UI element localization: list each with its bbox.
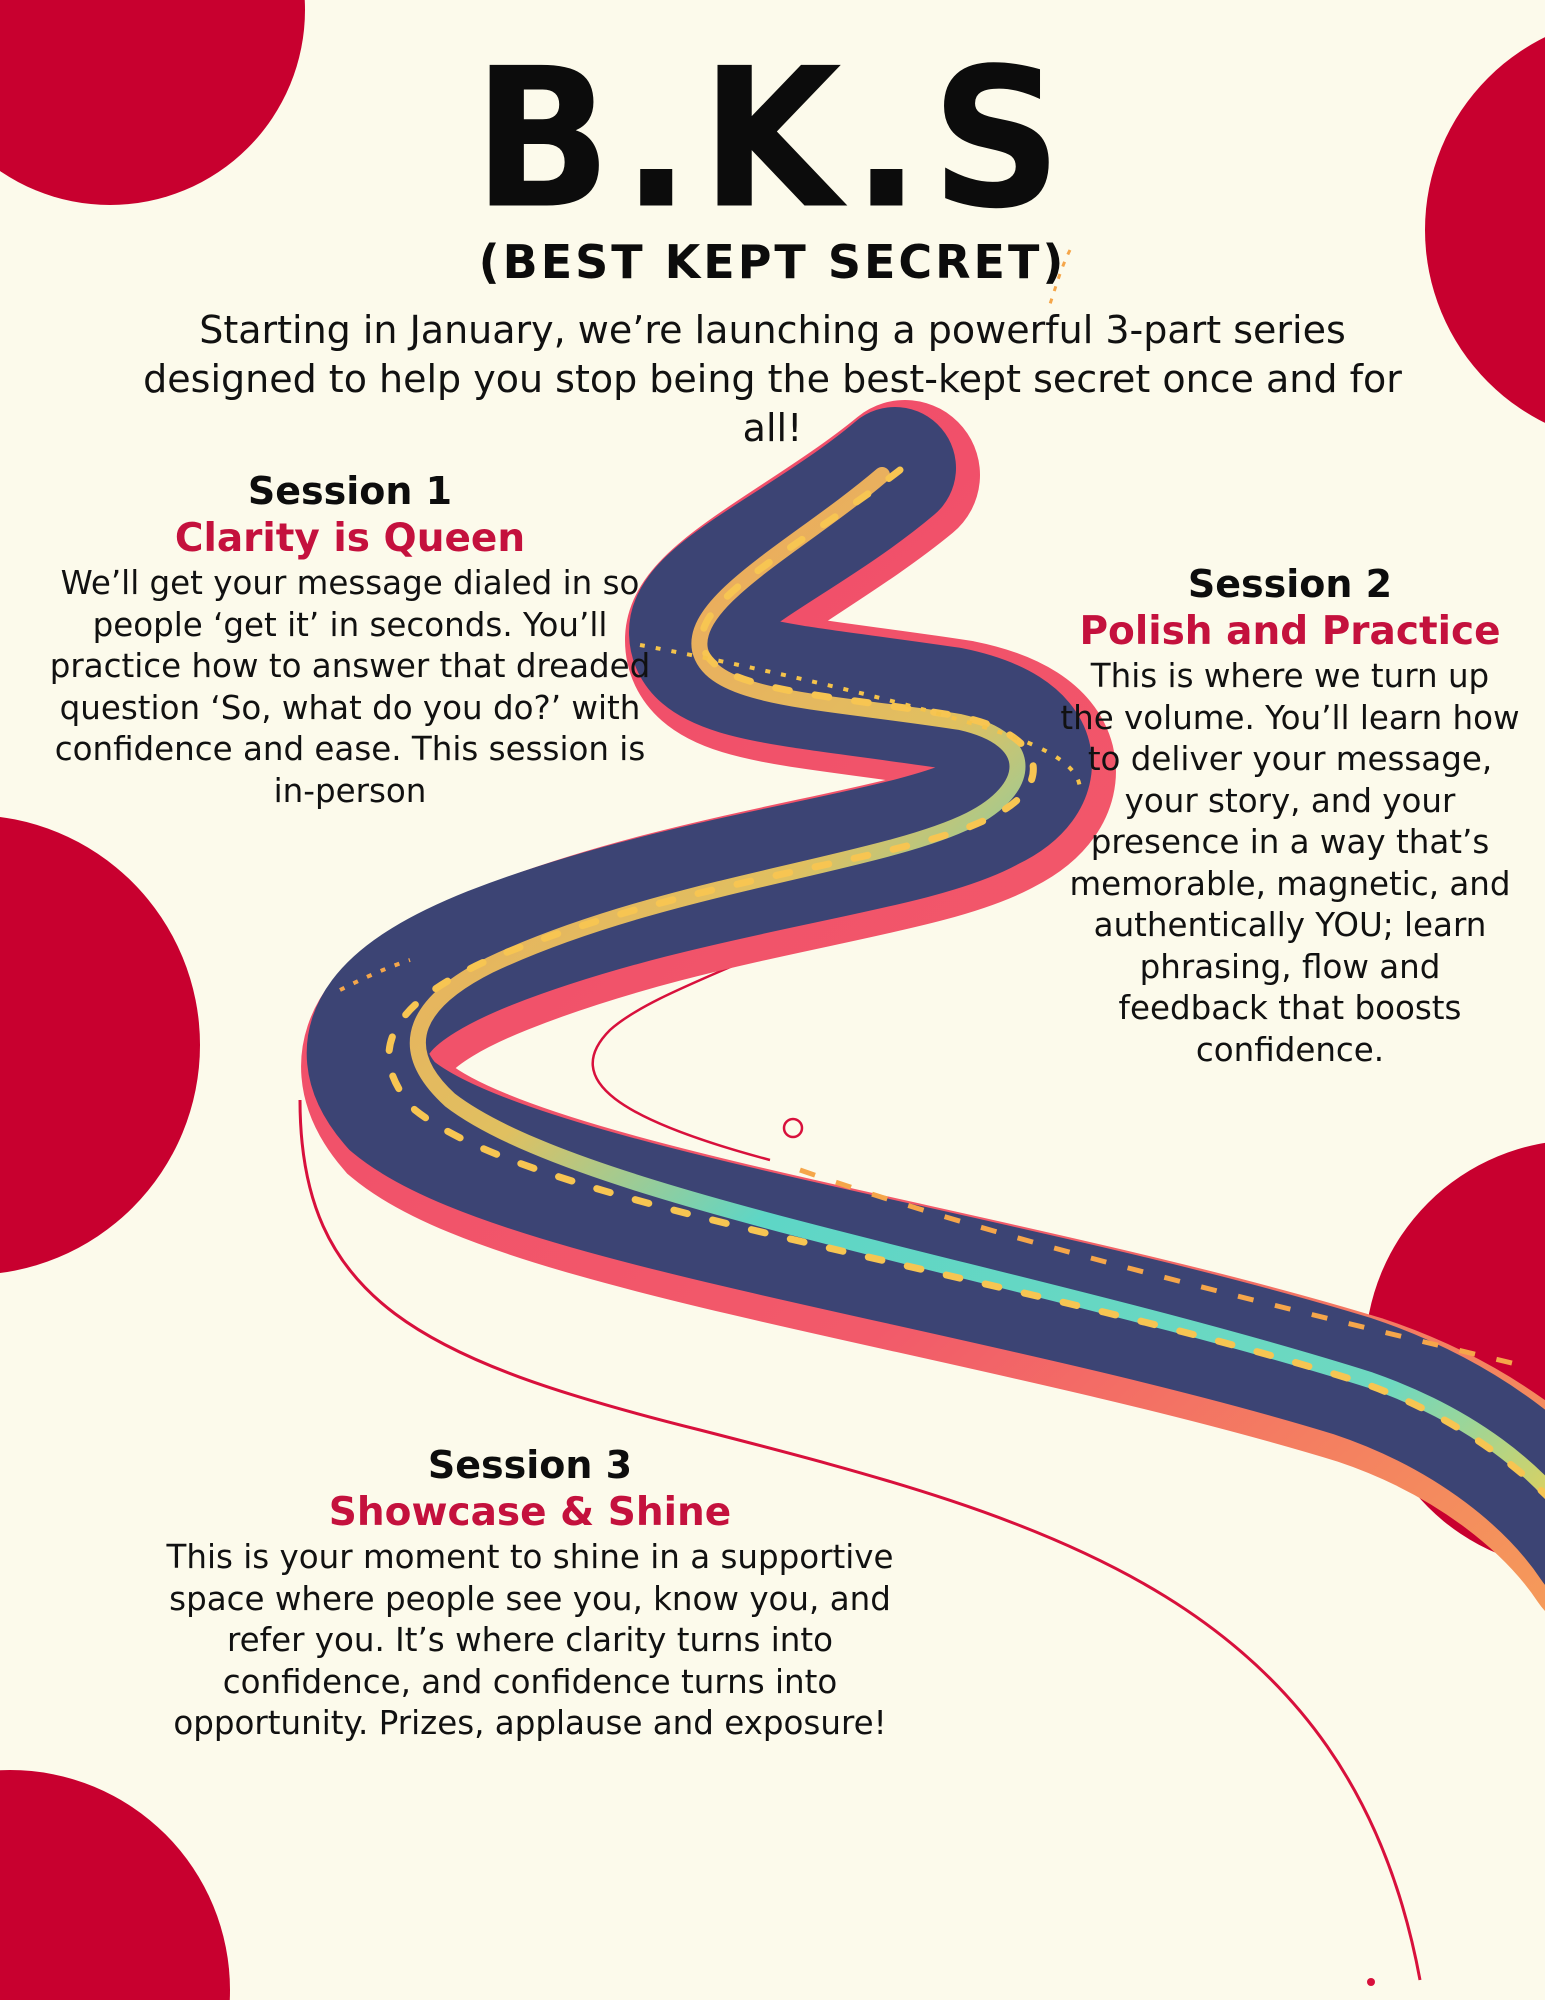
session-3-title: Showcase & Shine <box>328 1490 732 1535</box>
session-2-description: This is where we turn up the volume. You’ll learn how to deliver your message, your story, and your presence in a way that’s memorable, magnetic, and authentically YOU; learn phrasing, flow and feedback that boosts confidence. <box>1060 657 1520 1069</box>
session-3-number: Session 3 <box>427 1443 633 1487</box>
session-1-title: Clarity is Queen <box>174 516 526 561</box>
session-1-description: We’ll get your message dialed in so people ‘get it’ in seconds. You’ll practice how to answer that dreaded question ‘So, what do you do?’ with confidence and ease. This session is in-person <box>49 564 651 810</box>
session-3-description: This is your moment to shine in a supportive space where people see you, know you, and refer you. It’s where clarity turns into confidence, and confidence turns into opportunity. Prizes, applause and exposure! <box>166 1538 894 1742</box>
session-2-title: Polish and Practice <box>1079 609 1501 654</box>
session-2-block <box>1060 560 1520 1071</box>
session-2-number: Session 2 <box>1187 562 1393 606</box>
session-3-block <box>140 1441 920 1745</box>
decor-circle-bottom-left <box>0 1770 230 2000</box>
decor-dot <box>1367 1978 1375 1986</box>
session-1-block <box>30 467 670 812</box>
session-1-number: Session 1 <box>247 469 453 513</box>
decor-ring <box>784 1119 802 1137</box>
page-subtitle: (BEST KEPT SECRET) <box>478 235 1067 289</box>
decor-circle-mid-left <box>0 815 200 1275</box>
page-title: B.K.S <box>472 26 1073 252</box>
intro-text: Starting in January, we’re launching a powerful 3-part series designed to help you stop being the best-kept secret once and for all! <box>143 308 1402 450</box>
